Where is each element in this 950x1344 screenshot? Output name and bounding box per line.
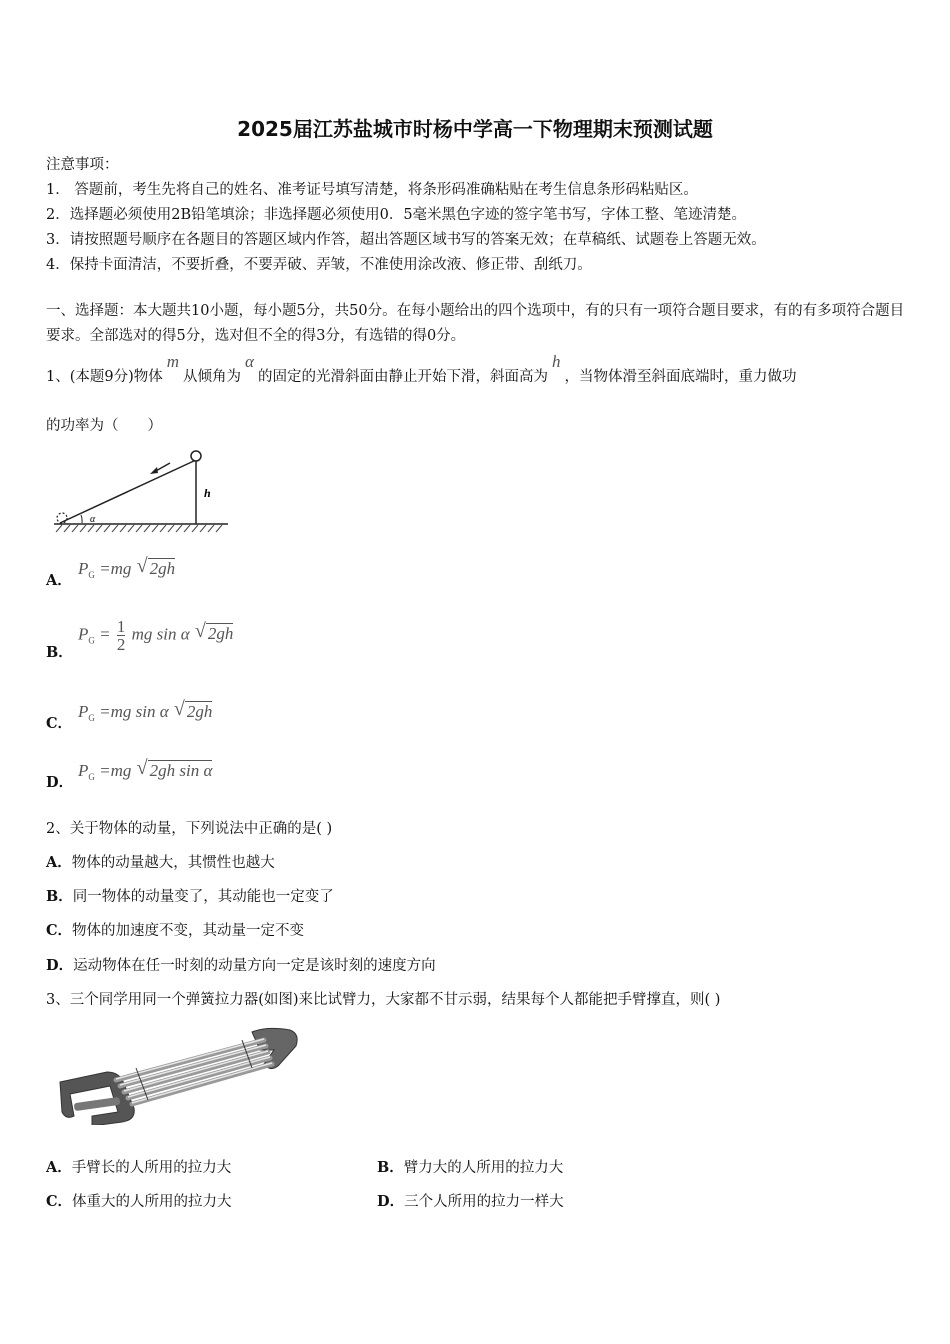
q2-option-d[interactable]: D．运动物体在任一时刻的动量方向一定是该时刻的速度方向 — [46, 957, 436, 974]
section-instructions: 一、选择题：本大题共10小题，每小题5分，共50分。在每小题给出的四个选项中，有的只有一项符合题目要求，有的有多项符合题目要求。全部选对的得5分，选对但不全的得3分，有选错的得0分。 — [46, 303, 905, 344]
q3-stem: 3、三个同学用同一个弹簧拉力器(如图)来比试臂力，大家都不甘示弱，结果每个人都能把手臂撑直，则( ) — [46, 992, 721, 1008]
direction-arrow-icon — [150, 467, 158, 474]
q1-option-c-label[interactable]: C． — [46, 715, 73, 732]
ball-top-icon — [191, 451, 201, 461]
var-h: h — [551, 352, 561, 371]
q2-option-c[interactable]: C．物体的加速度不变，其动量一定不变 — [46, 922, 305, 939]
q3-option-c[interactable]: C．体重大的人所用的拉力大 — [46, 1193, 232, 1210]
notice-heading: 注意事项： — [46, 157, 119, 173]
q2-option-b[interactable]: B．同一物体的动量变了，其动能也一定变了 — [46, 888, 334, 905]
var-m: m — [166, 352, 180, 371]
q1-stem-line2: 的功率为（ ） — [46, 418, 162, 434]
incline-figure — [50, 446, 230, 536]
q1-option-a-formula[interactable]: $P_G =mg$ √ 2gh — [78, 558, 175, 580]
var-alpha: α — [245, 352, 254, 371]
q1-option-d-formula[interactable]: $P_G =mg$ √ 2gh sin α — [78, 760, 212, 782]
notice-item-3: 3．请按照题号顺序在各题目的答题区域内作答，超出答题区域书写的答案无效；在草稿纸、试题卷上答题无效。 — [46, 232, 766, 248]
height-label: h — [204, 486, 211, 500]
q2-stem: 2、关于物体的动量，下列说法中正确的是( ) — [46, 821, 333, 837]
q1-option-b-formula[interactable]: $P_G$ = $\frac{1}{2}$ mg sin α √ 2gh — [78, 618, 233, 653]
q3-option-b[interactable]: B．臂力大的人所用的拉力大 — [377, 1159, 564, 1176]
q3-option-d[interactable]: D．三个人所用的拉力一样大 — [377, 1193, 564, 1210]
q1-option-d-label[interactable]: D． — [46, 774, 74, 791]
angle-label: α — [90, 514, 96, 525]
q1-option-a-label[interactable]: A． — [46, 572, 72, 589]
notice-item-1: 1． 答题前，考生先将自己的姓名、准考证号填写清楚，将条形码准确粘贴在考生信息条形码粘贴区。 — [46, 182, 698, 198]
q3-option-a[interactable]: A．手臂长的人所用的拉力大 — [46, 1159, 232, 1176]
q1-stem-line1: 1、(本题9分)物体m从倾角为α的固定的光滑斜面由静止开始下滑，斜面高为h，当物体滑至斜面底端时，重力做功 — [46, 352, 797, 385]
notice-item-4: 4．保持卡面清洁，不要折叠，不要弄破、弄皱，不准使用涂改液、修正带、刮纸刀。 — [46, 257, 592, 273]
spring-expander-figure — [52, 1020, 302, 1125]
q2-option-a[interactable]: A．物体的动量越大，其惯性也越大 — [46, 854, 275, 871]
page-title: 2025届江苏盐城市时杨中学高一下物理期末预测试题 — [237, 117, 713, 141]
q1-option-c-formula[interactable]: $P_G =mg$ sin α √ 2gh — [78, 701, 212, 723]
q1-option-b-label[interactable]: B． — [46, 644, 73, 661]
notice-item-2: 2．选择题必须使用2B铅笔填涂；非选择题必须使用0．5毫米黑色字迹的签字笔书写，字体工整、笔迹清楚。 — [46, 207, 747, 223]
